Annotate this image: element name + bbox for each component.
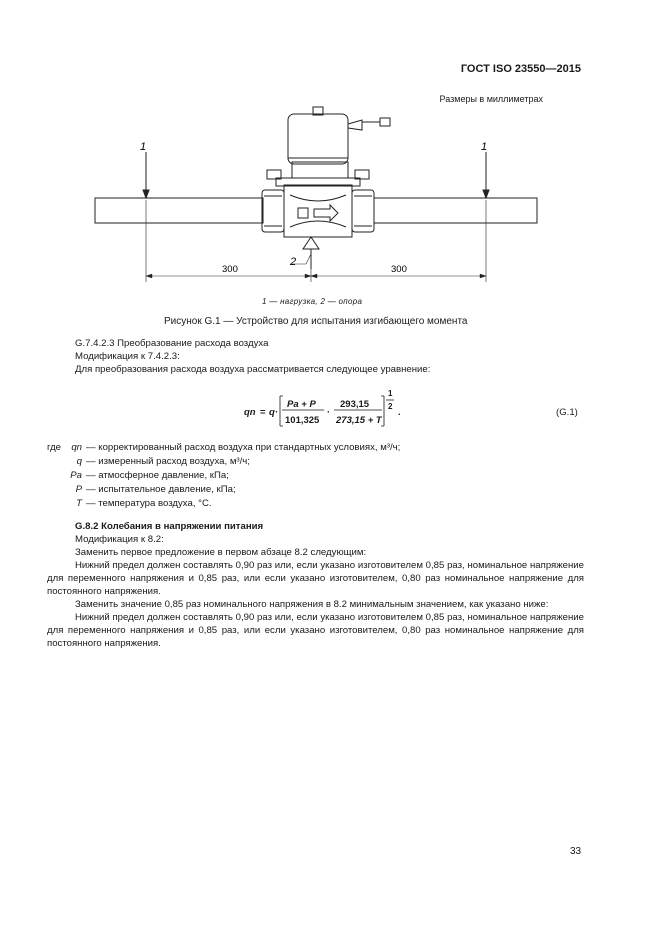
def-text: — атмосферное давление, кПа; <box>86 470 229 481</box>
eq-num1: Pa + P <box>287 399 316 410</box>
section-heading-g82: G.8.2 Колебания в напряжении питания <box>75 521 264 532</box>
equation-number: (G.1) <box>556 407 578 418</box>
eq-num2: 293,15 <box>340 399 370 410</box>
dimension-left: 300 <box>222 264 238 275</box>
support-wedge <box>303 237 319 249</box>
def-symbol: P <box>75 484 82 495</box>
test-device-figure <box>80 100 550 315</box>
solenoid-coil <box>288 114 348 164</box>
def-text: — испытательное давление, кПа; <box>86 484 236 495</box>
eq-power-den: 2 <box>388 402 393 411</box>
paragraph-lower-limit-1: Нижний предел должен составлять 0,90 раз или, если указано изготовителем 0,85 раз, номинальное напряжение для переменного напряжения и 0,85 раз, или если указано изготовителем, 0,80 раз номинальное напряжение для постоянного напряжения. <box>47 560 584 597</box>
eq-den2: 273,15 + T <box>336 415 382 426</box>
label-1-left: 1 <box>140 141 147 153</box>
figure-legend: 1 — нагрузка, 2 — опора <box>262 297 363 306</box>
right-pipe <box>374 198 537 223</box>
dimension-right: 300 <box>391 264 407 275</box>
label-1-right: 1 <box>481 141 488 153</box>
eq-end-dot: . <box>398 407 401 418</box>
flow-arrow <box>314 205 338 221</box>
valve-body <box>284 185 352 237</box>
paragraph-lower-limit-2: Нижний предел должен составлять 0,90 раз или, если указано изготовителем 0,85 раз, номинальное напряжение для переменного напряжения и 0,85 раз, или если указано изготовителем, 0,80 раз номинальное напряжение для постоянного напряжения. <box>47 612 584 649</box>
paragraph-replace-2: Заменить значение 0,85 раз номинального напряжения в 8.2 минимальным значением, как указано ниже: <box>75 599 549 610</box>
eq-power-num: 1 <box>388 389 393 398</box>
def-symbol: q <box>76 456 82 467</box>
equation-intro: Для преобразования расхода воздуха рассматривается следующее уравнение: <box>75 364 431 375</box>
def-text: — температура воздуха, °С. <box>86 498 212 509</box>
def-symbol: T <box>76 498 82 509</box>
figure-caption: Рисунок G.1 — Устройство для испытания изгибающего момента <box>164 316 468 327</box>
eq-dot-mult: · <box>327 407 331 418</box>
where-label: где <box>47 442 62 453</box>
section-heading-g7423: G.7.4.2.3 Преобразование расхода воздуха <box>75 338 269 349</box>
eq-equals: = <box>260 407 266 418</box>
def-text: — измеренный расход воздуха, м³/ч; <box>86 456 250 467</box>
modification-note-2: Модификация к 8.2: <box>75 534 164 545</box>
paragraph-replace-1: Заменить первое предложение в первом абзаце 8.2 следующим: <box>75 547 367 558</box>
def-symbol: qn <box>71 442 82 453</box>
page-number: 33 <box>570 846 582 857</box>
eq-den1: 101,325 <box>285 415 320 426</box>
equation-g1 <box>240 388 540 436</box>
def-text: — корректированный расход воздуха при стандартных условиях, м³/ч; <box>86 442 401 453</box>
eq-q: q· <box>269 407 278 418</box>
label-2: 2 <box>290 256 297 268</box>
modification-note-1: Модификация к 7.4.2.3: <box>75 351 180 362</box>
document-id: ГОСТ ISO 23550—2015 <box>460 63 581 75</box>
eq-lhs: qn <box>244 407 256 418</box>
def-symbol: Pa <box>70 470 82 481</box>
units-note: Размеры в миллиметрах <box>439 94 543 104</box>
solenoid-cable <box>362 118 390 126</box>
left-pipe <box>95 198 263 223</box>
